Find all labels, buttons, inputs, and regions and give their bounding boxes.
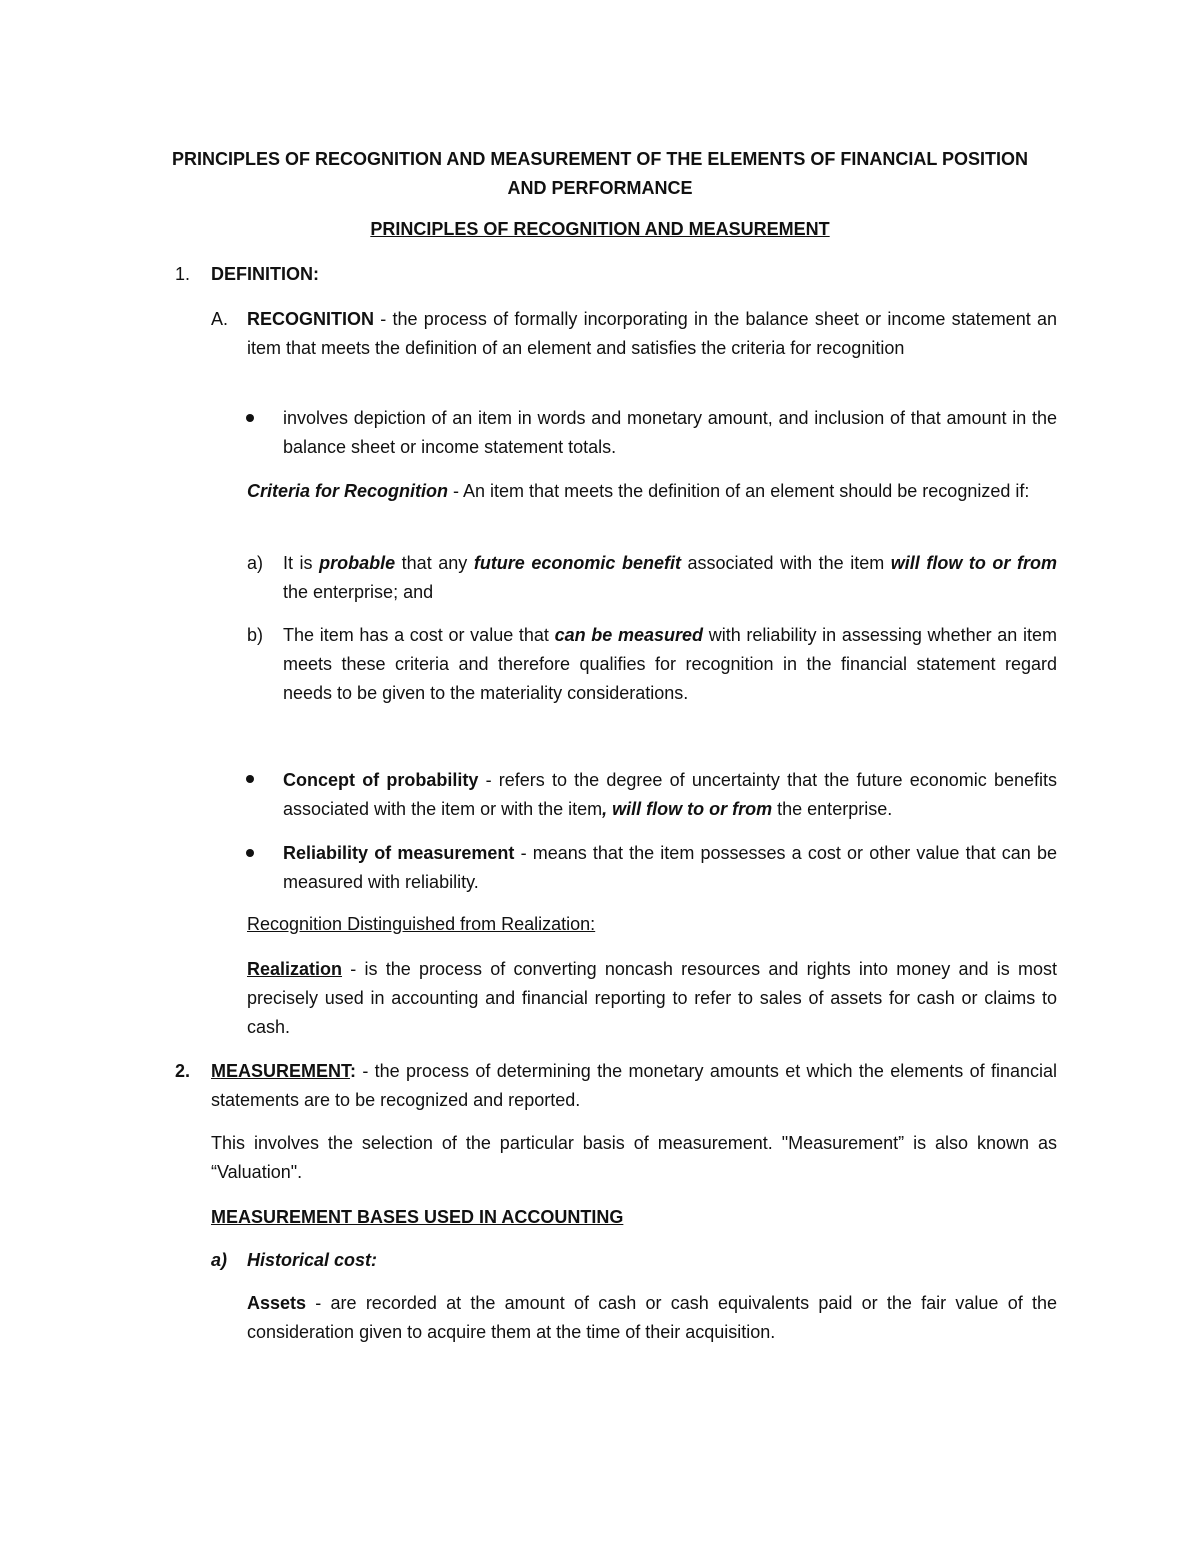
- criteria-text: - An item that meets the definition of an element should be recognized if:: [448, 481, 1030, 501]
- criteria-a-marker: a): [247, 553, 264, 573]
- criteria-a-emphasis-1: probable: [319, 553, 396, 573]
- section-1-number: 1.: [175, 264, 191, 284]
- section-2-number: 2.: [175, 1061, 191, 1081]
- reliability-term: Reliability of measurement: [283, 843, 515, 863]
- criteria-b-part-1: The item has a cost or value that: [283, 625, 555, 645]
- criteria-a-emphasis-3: will flow to or from: [890, 553, 1057, 573]
- probability-text-1: - refers to the degree of uncertainty that the future economic benefits associated with the item or with the item: [283, 770, 1057, 819]
- section-1-heading: DEFINITION:: [211, 264, 319, 284]
- measurement-basis-paragraph: This involves the selection of the particular basis of measurement. "Measurement” is also known as “Valuation".: [211, 1133, 1057, 1182]
- recognition-paragraph: [247, 305, 1057, 363]
- measurement-term: MEASUREMENT: [211, 1061, 351, 1081]
- measurement-colon: :: [350, 1061, 357, 1081]
- probability-emphasis: , will flow to or from: [602, 799, 773, 819]
- recognition-text: - the process of formally incorporating in the balance sheet or income statement an item that meets the definition of an element and satisfies the criteria for recognition: [247, 309, 1057, 358]
- realization-text: - is the process of converting noncash resources and rights into money and is most precisely used in accounting and financial reporting to refer to sales of assets for cash or claims to cash.: [247, 959, 1057, 1037]
- probability-paragraph: [283, 766, 1057, 824]
- probability-text-2: the enterprise.: [772, 799, 893, 819]
- criteria-b-marker: b): [247, 625, 264, 645]
- document-title: [120, 145, 1080, 203]
- assets-text: - are recorded at the amount of cash or cash equivalents paid or the fair value of the consideration given to acquire them at the time of their acquisition.: [247, 1293, 1057, 1342]
- measurement-text: - the process of determining the monetary amounts et which the elements of financial statements are to be recognized and reported.: [211, 1061, 1057, 1110]
- bullet-icon: [246, 849, 254, 857]
- title-line-2: AND PERFORMANCE: [507, 178, 693, 198]
- recognition-term: RECOGNITION: [247, 309, 375, 329]
- criteria-b-emphasis-1: can be measured: [554, 625, 704, 645]
- criteria-a-part-2: that any: [395, 553, 474, 573]
- recognition-letter: A.: [211, 309, 229, 329]
- criteria-a-part-1: It is: [283, 553, 320, 573]
- title-line-1: PRINCIPLES OF RECOGNITION AND MEASUREMENT OF THE ELEMENTS OF FINANCIAL POSITION: [171, 149, 1029, 169]
- criteria-b-part-2: with reliability in assessing whether an item meets these criteria and therefore qualifies for recognition in the financial statement regard needs to be given to the materiality considerations.: [283, 625, 1057, 703]
- realization-paragraph: [247, 955, 1057, 1042]
- bullet-icon: [246, 414, 254, 422]
- criteria-term: Criteria for Recognition: [247, 481, 449, 501]
- recognition-bullet-text: involves depiction of an item in words and monetary amount, and inclusion of that amount in the balance sheet or income statement totals.: [283, 408, 1057, 457]
- measurement-paragraph: [211, 1057, 1057, 1115]
- assets-paragraph: [247, 1289, 1057, 1347]
- bases-a-marker: a): [211, 1250, 228, 1270]
- section-subtitle: PRINCIPLES OF RECOGNITION AND MEASUREMENT: [370, 219, 830, 239]
- criteria-a-part-4: the enterprise; and: [283, 582, 434, 602]
- bullet-icon: [246, 775, 254, 783]
- bases-heading: MEASUREMENT BASES USED IN ACCOUNTING: [211, 1207, 624, 1227]
- distinguished-heading: Recognition Distinguished from Realization:: [247, 914, 596, 934]
- reliability-text: - means that the item possesses a cost or other value that can be measured with reliability.: [283, 843, 1057, 892]
- realization-term: Realization: [247, 959, 343, 979]
- assets-term: Assets: [247, 1293, 307, 1313]
- criteria-a-text: [283, 549, 1057, 607]
- criteria-b-text: [283, 621, 1057, 708]
- criteria-a-emphasis-2: future economic benefit: [473, 553, 681, 573]
- criteria-a-part-3: associated with the item: [680, 553, 891, 573]
- historical-cost-title: Historical cost:: [247, 1250, 378, 1270]
- probability-term: Concept of probability: [283, 770, 479, 790]
- reliability-paragraph: [283, 839, 1057, 897]
- criteria-paragraph: [247, 477, 1057, 506]
